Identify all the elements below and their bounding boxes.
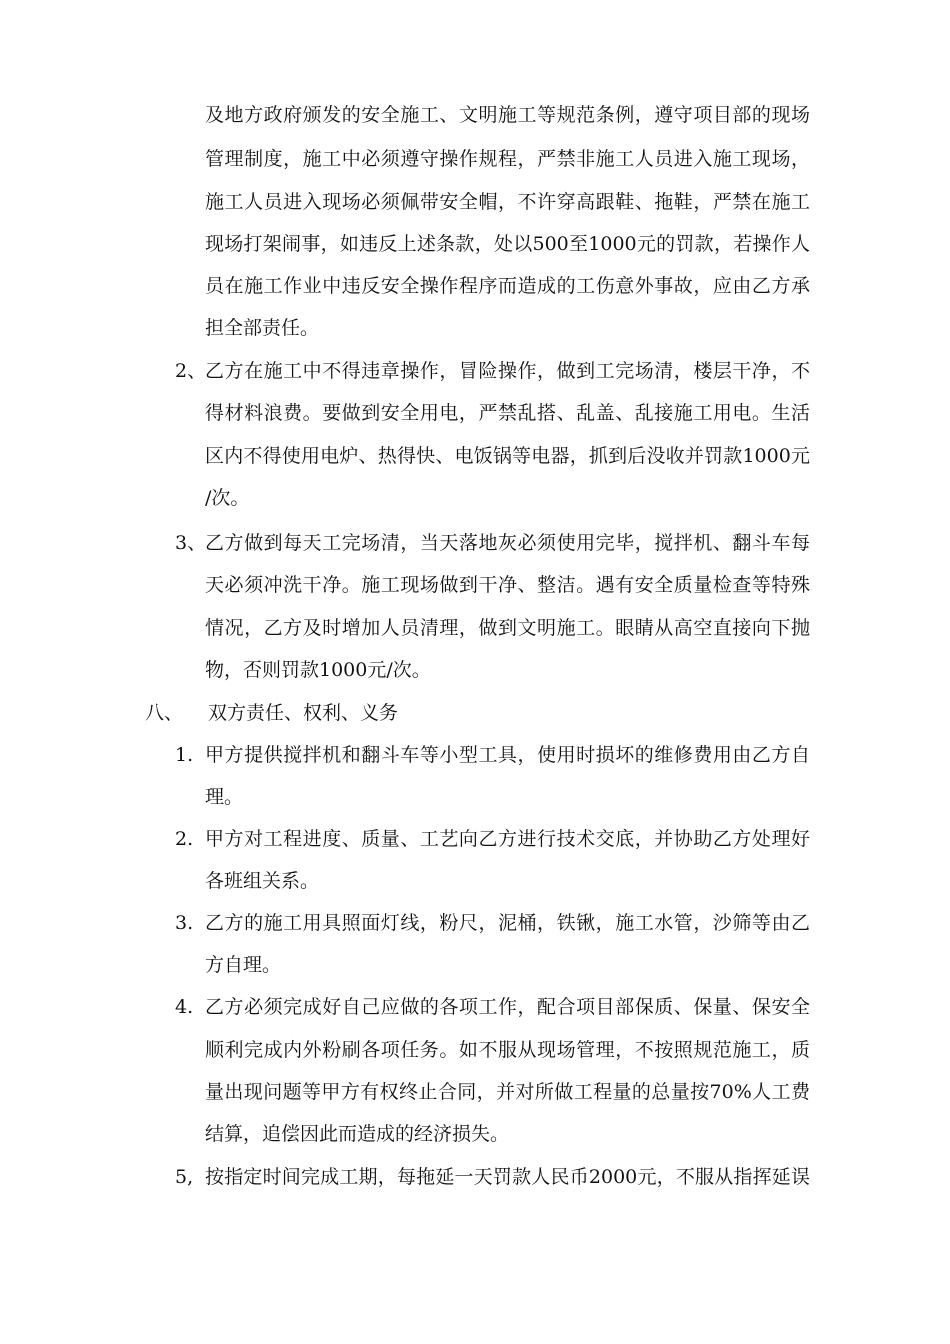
text-line: 结算，追偿因此而造成的经济损失。: [205, 1123, 510, 1145]
text-line: 乙方的施工用具照面灯线，粉尺，泥桶，铁锹，施工水管，沙筛等由乙: [205, 912, 810, 934]
text-line: 管理制度，施工中必须遵守操作规程，严禁非施工人员进入施工现场，: [205, 148, 810, 170]
text-line: 现场打架闹事，如违反上述条款，处以500至1000元的罚款，若操作人: [205, 233, 810, 255]
text-line: 员在施工作业中违反安全操作程序而造成的工伤意外事故，应由乙方承: [205, 275, 810, 297]
text-line: 及地方政府颁发的安全施工、文明施工等规范条例，遵守项目部的现场: [205, 104, 810, 126]
text-line: /次。: [205, 487, 250, 509]
list-number: 3、: [175, 532, 207, 554]
section-title: 双方责任、权利、义务: [208, 702, 399, 724]
text-line: 乙方在施工中不得违章操作，冒险操作，做到工完场清，楼层干净，不: [205, 360, 810, 382]
text-line: 甲方提供搅拌机和翻斗车等小型工具，使用时损坏的维修费用由乙方自: [205, 744, 810, 766]
text-line: 方自理。: [205, 954, 282, 976]
text-line: 天必须冲洗干净。施工现场做到干净、整洁。遇有安全质量检查等特殊: [205, 574, 810, 596]
list-number: 4.: [175, 996, 194, 1018]
text-line: 情况，乙方及时增加人员清理，做到文明施工。眼睛从高空直接向下抛: [205, 617, 810, 639]
text-line: 甲方对工程进度、质量、工艺向乙方进行技术交底，并协助乙方处理好: [205, 828, 810, 850]
text-line: 顺利完成内外粉刷各项任务。如不服从现场管理，不按照规范施工，质: [205, 1039, 810, 1061]
text-line: 施工人员进入现场必须佩带安全帽，不许穿高跟鞋、拖鞋，严禁在施工: [205, 191, 810, 213]
text-line: 理。: [205, 786, 244, 808]
text-line: 物，否则罚款1000元/次。: [205, 659, 431, 681]
list-number: 2、: [175, 360, 207, 382]
list-number: 5,: [175, 1166, 194, 1188]
text-line: 区内不得使用电炉、热得快、电饭锅等电器，抓到后没收并罚款1000元: [205, 445, 810, 467]
text-line: 乙方必须完成好自己应做的各项工作，配合项目部保质、保量、保安全: [205, 996, 810, 1018]
list-number: 1.: [175, 744, 194, 766]
section-number: 八、: [145, 702, 184, 724]
text-line: 各班组关系。: [205, 870, 320, 892]
list-number: 2.: [175, 828, 194, 850]
list-number: 3.: [175, 912, 194, 934]
text-line: 按指定时间完成工期，每拖延一天罚款人民币2000元，不服从指挥延误: [205, 1166, 810, 1188]
text-line: 担全部责任。: [205, 317, 320, 339]
text-line: 乙方做到每天工完场清，当天落地灰必须使用完毕，搅拌机、翻斗车每: [205, 532, 810, 554]
text-line: 量出现问题等甲方有权终止合同，并对所做工程量的总量按70%人工费: [205, 1081, 810, 1103]
text-line: 得材料浪费。要做到安全用电，严禁乱搭、乱盖、乱接施工用电。生活: [205, 402, 810, 424]
